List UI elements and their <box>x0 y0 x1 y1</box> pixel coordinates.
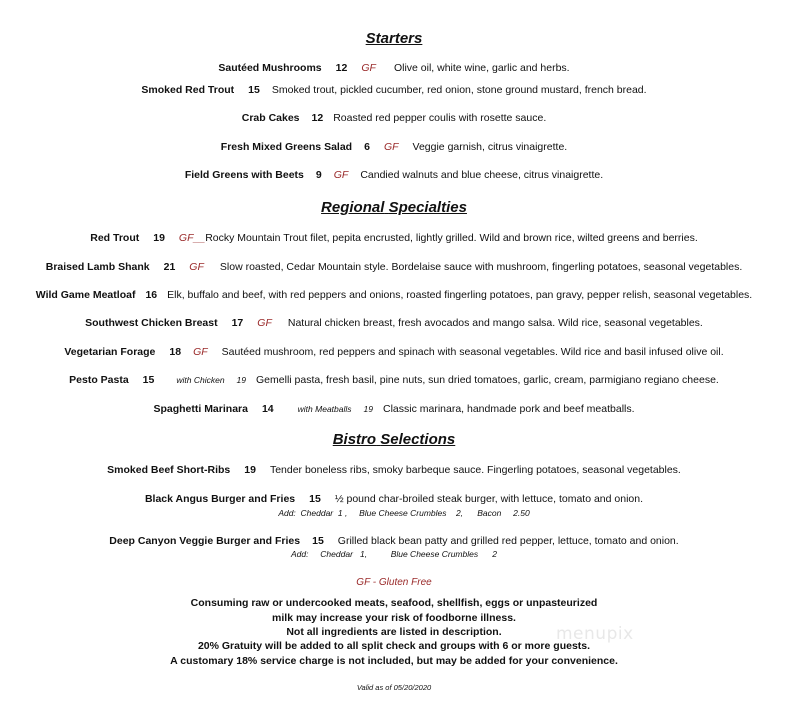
item-description: Elk, buffalo and beef, with red peppers and onions, roasted fingerling potatoes, pan gravy, pepper relish, seasonal vegetables. <box>167 289 753 301</box>
menu-item <box>0 403 788 415</box>
item-price: 16 <box>145 289 158 301</box>
menu-item <box>0 84 788 96</box>
item-price: 14 <box>261 403 274 415</box>
menu-item <box>0 261 788 273</box>
gf-tag: GF <box>193 346 208 358</box>
item-price: 19 <box>244 464 256 476</box>
gf-tag: GF <box>361 62 376 74</box>
item-price: 17 <box>231 317 244 329</box>
item-addon: with Chicken <box>176 375 225 385</box>
item-description: Gemelli pasta, fresh basil, pine nuts, sun dried tomatoes, garlic, cream, parmigiano regiano cheese. <box>256 374 719 386</box>
gf-legend: GF - Gluten Free <box>356 577 432 588</box>
menu-item <box>0 62 788 74</box>
bistro-heading-word-2: Selections <box>380 431 456 448</box>
item-name: Deep Canyon Veggie Burger and Fries <box>109 535 301 547</box>
item-addons: Add: Cheddar 1, Blue Cheese Crumbles 2 <box>291 549 497 559</box>
item-price: 15 <box>248 84 260 96</box>
menu-item <box>0 169 788 181</box>
item-price: 12 <box>311 112 324 124</box>
item-addon: with Meatballs <box>297 404 352 414</box>
item-name: Braised Lamb Shank <box>45 261 150 273</box>
item-addons: Add: Cheddar 1 , Blue Cheese Crumbles 2, Bacon 2.50 <box>278 508 530 518</box>
notice-line: milk may increase your risk of foodborne illness. <box>272 612 516 624</box>
item-name: Pesto Pasta <box>69 374 129 386</box>
item-name: Smoked Red Trout <box>141 84 235 96</box>
gf-tag: GF <box>257 317 272 329</box>
item-description: ½ pound char-broiled steak burger, with lettuce, tomato and onion. <box>334 493 644 505</box>
menu-item <box>0 535 788 547</box>
item-name: Sautéed Mushrooms <box>218 62 322 74</box>
item-addon-price: 19 <box>236 375 247 385</box>
menu-item <box>0 317 788 329</box>
item-price: 15 <box>309 493 321 505</box>
item-description: Veggie garnish, citrus vinaigrette. <box>412 141 568 153</box>
notice-line: Consuming raw or undercooked meats, seafood, shellfish, eggs or unpasteurized <box>190 597 598 609</box>
item-description: Rocky Mountain Trout filet, pepita encrusted, lightly grilled. Wild and brown rice, wilted greens and berries. <box>205 232 698 244</box>
item-price: 12 <box>335 62 348 74</box>
item-name: Spaghetti Marinara <box>153 403 248 415</box>
menu-item <box>0 346 788 358</box>
notice-line: A customary 18% service charge is not included, but may be added for your convenience. <box>170 655 618 667</box>
item-price: 19 <box>153 232 165 244</box>
menu-item <box>0 374 788 386</box>
notice-line: Not all ingredients are listed in description. <box>286 626 502 638</box>
item-name: Smoked Beef Short-Ribs <box>107 464 231 476</box>
bistro-heading-word-1: Bistro <box>332 431 377 448</box>
item-description: Olive oil, white wine, garlic and herbs. <box>393 62 570 74</box>
item-description: Classic marinara, handmade pork and beef meatballs. <box>382 403 635 415</box>
menu-item <box>0 493 788 505</box>
menu-item <box>0 289 788 301</box>
regional-heading <box>0 199 788 216</box>
item-description: Roasted red pepper coulis with rosette sauce. <box>333 112 547 124</box>
menu-item <box>0 232 788 244</box>
item-description: Natural chicken breast, fresh avocados and mango salsa. Wild rice, seasonal vegetables. <box>287 317 703 329</box>
item-price: 21 <box>163 261 176 273</box>
item-description: Candied walnuts and blue cheese, citrus vinaigrette. <box>360 169 604 181</box>
item-name: Crab Cakes <box>241 112 300 124</box>
item-name: Vegetarian Forage <box>64 346 156 358</box>
menu-item <box>0 464 788 476</box>
menu-item <box>0 112 788 124</box>
starters-heading: Starters <box>365 30 423 47</box>
item-name: Wild Game Meatloaf <box>35 289 136 301</box>
notice-line: 20% Gratuity will be added to all split check and groups with 6 or more guests. <box>197 640 591 652</box>
regional-heading-word-2: Specialties <box>388 199 467 216</box>
item-description: Sautéed mushroom, red peppers and spinach with seasonal vegetables. Wild rice and basil infused olive oil. <box>221 346 724 358</box>
bistro-heading <box>0 431 788 448</box>
item-name: Southwest Chicken Breast <box>85 317 218 329</box>
item-description: Tender boneless ribs, smoky barbeque sauce. Fingerling potatoes, seasonal vegetables. <box>269 464 681 476</box>
item-price: 6 <box>364 141 370 153</box>
item-price: 15 <box>312 535 324 547</box>
gf-tag: GF <box>189 261 204 273</box>
item-description: Grilled black bean patty and grilled red pepper, lettuce, tomato and onion. <box>337 535 679 547</box>
menu-item <box>0 141 788 153</box>
watermark: menupix <box>556 624 634 644</box>
item-addon-price: 19 <box>363 404 373 414</box>
gf-tag: GF <box>383 141 399 153</box>
item-description: Smoked trout, pickled cucumber, red onion, stone ground mustard, french bread. <box>271 84 647 96</box>
regional-heading-word-1: Regional <box>321 199 385 216</box>
item-name: Field Greens with Beets <box>184 169 304 181</box>
item-description: Slow roasted, Cedar Mountain style. Bordelaise sauce with mushroom, fingerling potatoes, seasonal vegetables. <box>219 261 743 273</box>
item-name: Fresh Mixed Greens Salad <box>220 141 353 153</box>
item-price: 15 <box>142 374 155 386</box>
gf-tag: GF <box>333 169 349 181</box>
gf-tag: GF__ <box>178 232 206 244</box>
item-name: Red Trout <box>90 232 140 244</box>
item-price: 18 <box>169 346 182 358</box>
item-name: Black Angus Burger and Fries <box>144 493 296 505</box>
item-price: 9 <box>315 169 322 181</box>
valid-date: Valid as of 05/20/2020 <box>356 683 432 692</box>
